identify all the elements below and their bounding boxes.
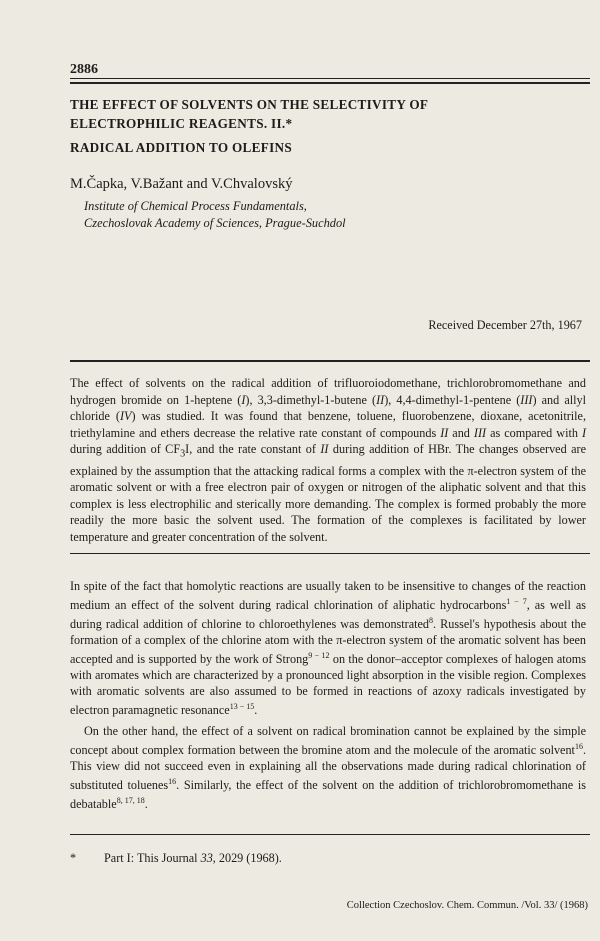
header-rule-thick (70, 82, 590, 84)
journal-footer: Collection Czechoslov. Chem. Commun. /Vol. 33/ (1968) (346, 900, 588, 911)
abstract: The effect of solvents on the radical addition of trifluoroiodomethane, trichlorobromomethane and hydrogen bromide on 1-heptene (I), 3,3-dimethyl-1-butene (II), 4,4-dimethyl-1-pentene (III) and allyl chloride (IV) was studied. It was found that benzene, toluene, fluorobenzene, dioxane, acetonitrile, triethylamine and ethers decrease the relative rate constant of compounds II and III as compared with I during addition of $CF_3I$, and the rate constant of II during addition of HBr. The changes observed are explained by the assumption that the attacking radical forms a complex with the π-electron system of the aromatic solvent or with a free electron pair of oxygen or nitrogen of the aliphatic solvent and that this complex is less electrophilic and sterically more demanding. The complex is formed probably the more readily the more basic the solvent used. The formation of the complexes is facilitated by lower temperature and greater concentration of the solvent. (70, 376, 586, 544)
footnote: * Part I: This Journal 33, 2029 (1968). (70, 851, 282, 865)
received-date: Received December 27th, 1967 (428, 318, 582, 332)
page-number: 2886 (70, 62, 98, 77)
footnote-rule (70, 834, 590, 835)
article-title: THE EFFECT OF SOLVENTS ON THE SELECTIVITY OF ELECTROPHILIC REAGENTS. II.* (70, 97, 428, 131)
footnote-mark: * (70, 851, 77, 865)
abstract-rule-bottom (70, 553, 590, 554)
institution-line-1: Institute of Chemical Process Fundamentals, (84, 199, 307, 213)
institution-line-2: Czechoslovak Academy of Sciences, Prague-Suchdol (84, 215, 346, 230)
article-subtitle: RADICAL ADDITION TO OLEFINS (70, 140, 292, 155)
authors: M.Čapka, V.Bažant and V.Chvalovský (70, 176, 293, 192)
institution (84, 198, 346, 231)
body-paragraph-2: On the other hand, the effect of a solvent on radical bromination cannot be explained by the simple concept about complex formation between the bromine atom and the molecule of the aromatic solvent$^{16}$. This view did not succeed even in explaining all the observations made during radical chlorination of substituted toluenes$^{16}$. Similarly, the effect of the solvent on the addition of trichlorobromomethane is debatable$^{8, 17, 18}$. (70, 724, 586, 812)
body-paragraph-1: In spite of the fact that homolytic reactions are usually taken to be insensitive to changes of the reaction medium an effect of the solvent during radical chlorination of aliphatic hydrocarbons$^{1 - 7}$, as well as during radical addition of chlorine to chloroethylenes was demonstrated$^8$. Russel's hypothesis about the formation of a complex of the chlorine atom with the π-electron system of the aromatic solvent has been accepted and is supported by the work of Strong$^{9 - 12}$ on the donor–acceptor complexes of halogen atoms with aromates which are characterized by a pronounced light absorption in the visible region. Complexes with aromatic solvents are also assumed to be formed in reactions of azoxy radicals investigated by electron paramagnetic resonance$^{13 - 15}$. (70, 579, 587, 718)
abstract-rule-top (70, 360, 590, 362)
header-rule-thin (70, 78, 590, 79)
